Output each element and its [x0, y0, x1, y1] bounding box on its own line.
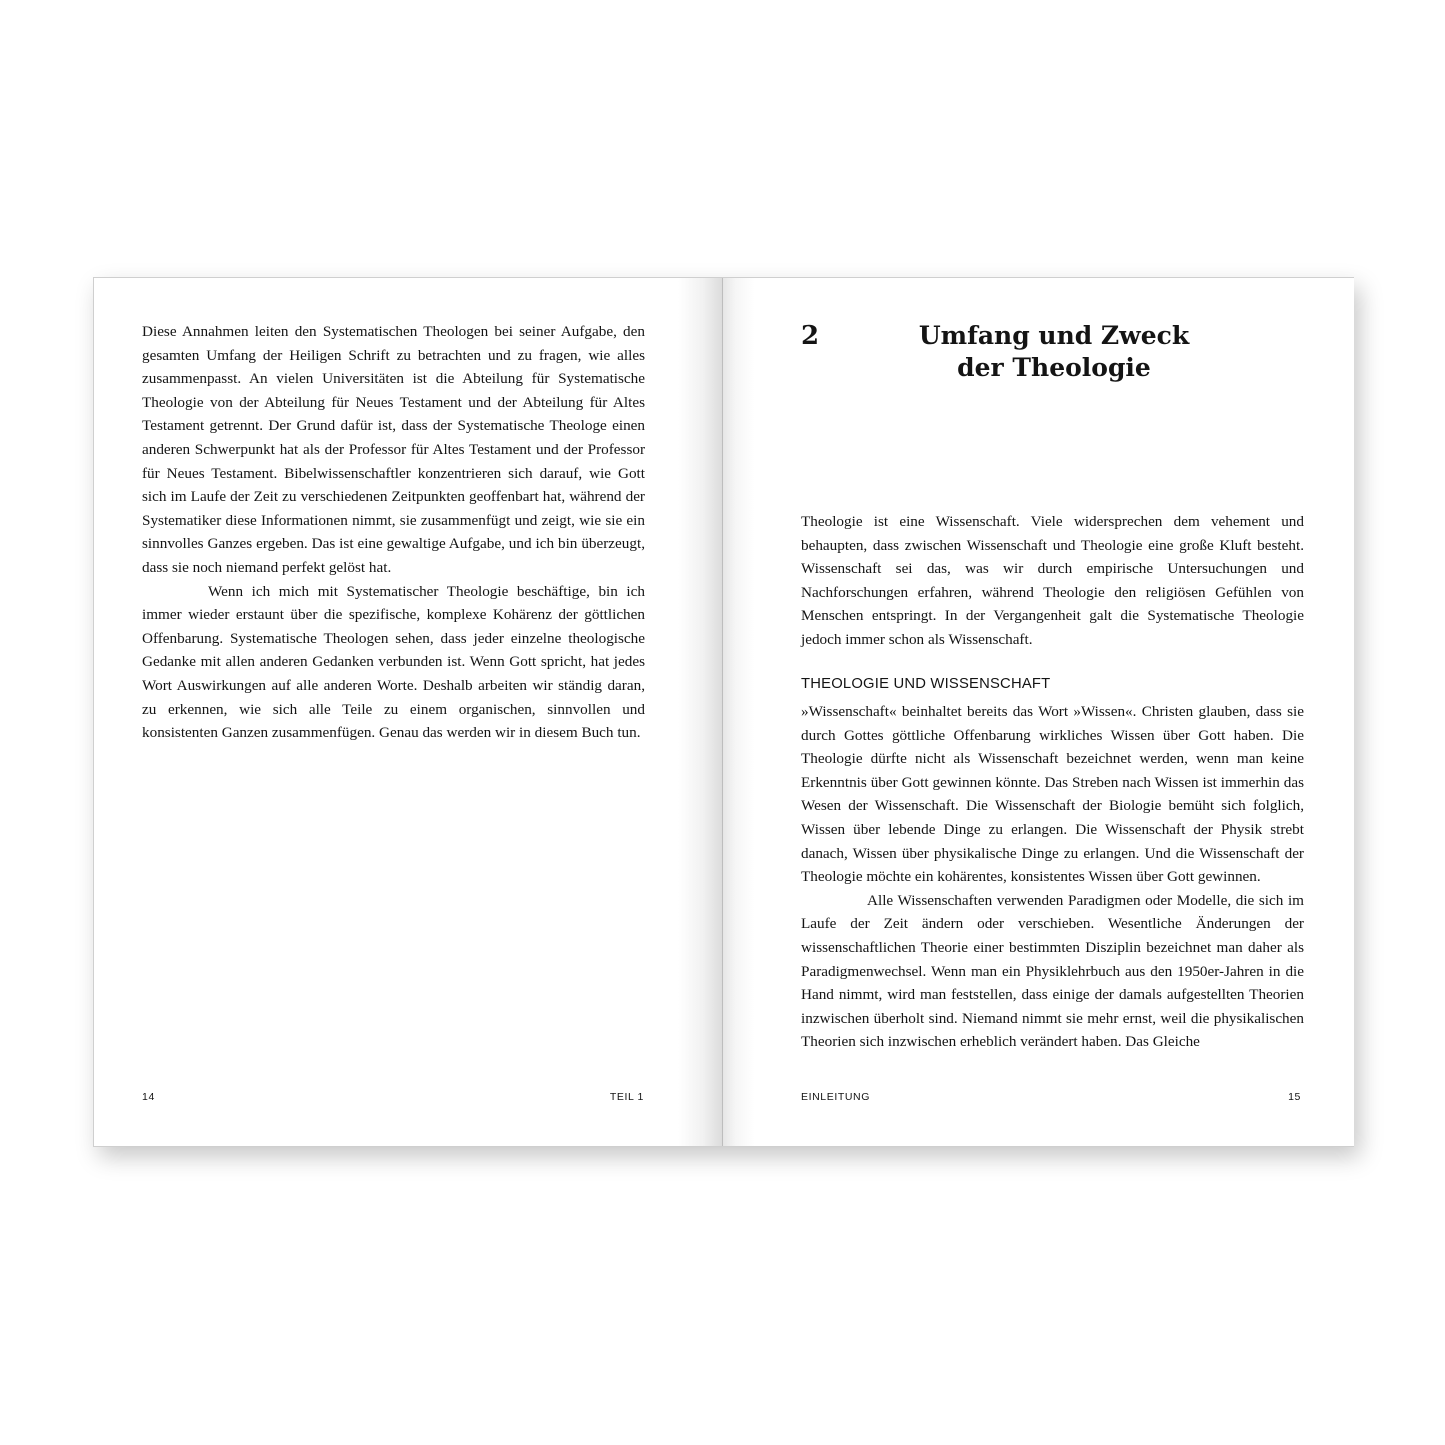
- page-number: 15: [1288, 1091, 1301, 1103]
- intro-text: [801, 510, 1304, 652]
- left-body-text: [142, 320, 645, 745]
- chapter-title-line: Umfang und Zweck: [918, 321, 1190, 350]
- book-spread: [93, 277, 1354, 1147]
- running-head: TEIL 1: [609, 1091, 644, 1103]
- chapter-title: [901, 320, 1207, 384]
- running-head: EINLEITUNG: [801, 1091, 871, 1103]
- paragraph: Wenn ich mich mit Systematischer Theologie beschäftige, bin ich immer wieder erstaunt über die spezifische, komplexe Kohärenz der göttlichen Offenbarung. Systematische Theologen sehen, dass jeder einzelne theologische Gedanke mit allen anderen Gedanken verbunden ist. Wenn Gott spricht, hat jedes Wort Auswirkungen auf alle anderen Worte. Deshalb arbeiten wir ständig daran, zu erkennen, wie sich alle Teile zu einem organischen, sinnvollen und konsistenten Ganzen zusammenfügen. Genau das werden wir in diesem Buch tun.: [142, 582, 645, 742]
- chapter-title-line: der Theologie: [957, 353, 1151, 382]
- right-body-text: [801, 700, 1304, 1054]
- left-page: [94, 278, 722, 1146]
- paragraph: Diese Annahmen leiten den Systematischen Theologen bei seiner Aufgabe, den gesamten Umfang der Heiligen Schrift zu betrachten und zu fragen, wie alles zusammenpasst. An vielen Universitäten ist die Abteilung für Systematische Theologie von der Abteilung für Neues Testament und der Abteilung für Altes Testament getrennt. Der Grund dafür ist, dass der Systematische Theologe einen anderen Schwerpunkt hat als der Professor für Altes Testament und der Professor für Neues Testament. Bibelwissenschaftler konzentrieren sich darauf, wie Gott sich im Laufe der Zeit zu verschiedenen Zeitpunkten geoffenbart hat, während der Systematiker diese Informationen nimmt, sie zusammenfügt und zeigt, wie sie ein sinnvolles Ganzes ergeben. Das ist eine gewaltige Aufgabe, und ich bin überzeugt, dass sie noch niemand perfekt gelöst hat.: [142, 323, 645, 576]
- chapter-number: 2: [801, 321, 820, 351]
- page-number: 14: [142, 1091, 155, 1103]
- paragraph: Theologie ist eine Wissenschaft. Viele widersprechen dem vehement und behaupten, dass zwischen Wissenschaft und Theologie eine große Kluft besteht. Wissenschaft sei das, was wir durch empirische Untersuchungen und Nachforschungen erfahren, während Theologie den religiösen Gefühlen von Menschen entspringt. In der Vergangenheit galt die Systematische Theologie jedoch immer schon als Wissenschaft.: [801, 513, 1304, 648]
- right-page: [722, 278, 1354, 1146]
- section-heading: THEOLOGIE UND WISSENSCHAFT: [801, 676, 1051, 692]
- paragraph: Alle Wissenschaften verwenden Paradigmen oder Modelle, die sich im Laufe der Zeit ändern oder verschieben. Wesentliche Änderungen der wissenschaftlichen Theorie einer bestimmten Disziplin bezeichnet man daher als Paradigmenwechsel. Wenn man ein Physiklehrbuch aus den 1950er-Jahren in die Hand nimmt, wird man feststellen, dass einige der damals aufgestellten Theorien inzwischen überholt sind. Niemand nimmt sie mehr ernst, weil die physikalischen Theorien sich inzwischen erheblich verändert haben. Das Gleiche: [801, 891, 1304, 1051]
- paragraph: »Wissenschaft« beinhaltet bereits das Wort »Wissen«. Christen glauben, dass sie durch Gottes göttliche Offenbarung wirkliches Wissen über Gott haben. Die Theologie dürfte nicht als Wissenschaft bezeichnet werden, wenn man keine Erkenntnis über Gott gewinnen könnte. Das Streben nach Wissen ist immerhin das Wesen der Wissenschaft. Die Wissenschaft der Biologie bemüht sich folglich, Wissen über lebende Dinge zu erlangen. Die Wissenschaft der Physik strebt danach, Wissen über physikalische Dinge zu erlangen. Und die Wissenschaft der Theologie möchte ein kohärentes, konsistentes Wissen über Gott gewinnen.: [801, 703, 1304, 886]
